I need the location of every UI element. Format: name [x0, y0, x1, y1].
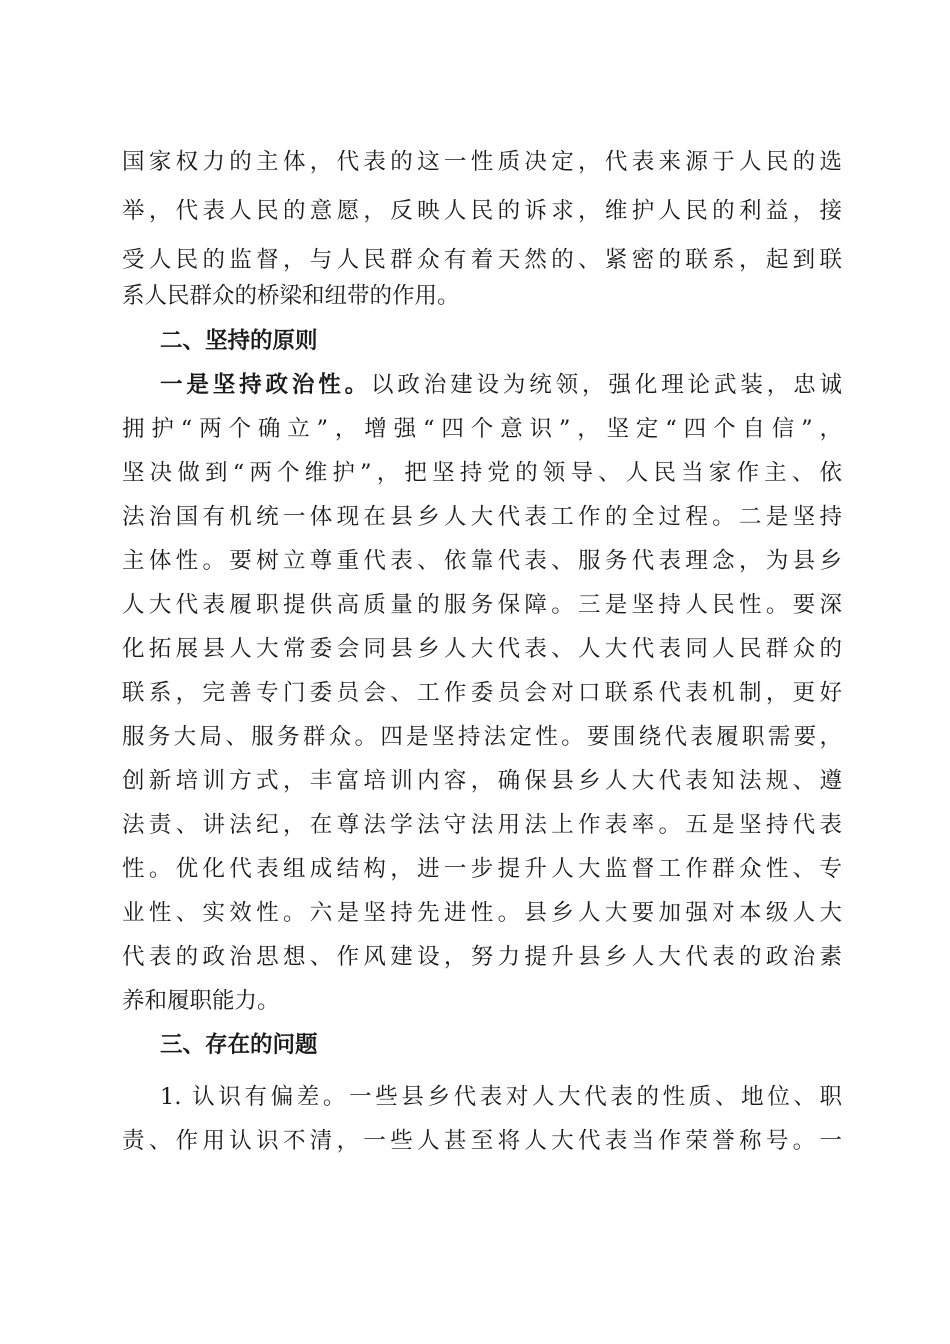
- paragraph-line: 责、作用认识不清，一些人甚至将人大代表当作荣誉称号。一: [122, 1128, 842, 1154]
- paragraph-line: 法责、讲法纪，在尊法学法守法用法上作表率。五是坚持代表: [122, 812, 842, 838]
- paragraph-line: 性。优化代表组成结构，进一步提升人大监督工作群众性、专: [122, 856, 842, 882]
- paragraph-line: 人大代表履职提供高质量的服务保障。三是坚持人民性。要深: [122, 592, 842, 618]
- paragraph-line: 服务大局、服务群众。四是坚持法定性。要围绕代表履职需要，: [122, 724, 842, 750]
- paragraph-line: 代表的政治思想、作风建设，努力提升县乡人大代表的政治素: [122, 944, 842, 970]
- paragraph-line: 化拓展县人大常委会同县乡人大代表、人大代表同人民群众的: [122, 636, 842, 662]
- paragraph-line: 法治国有机统一体现在县乡人大代表工作的全过程。二是坚持: [122, 504, 842, 530]
- paragraph-first-line: 1. 认识有偏差。一些县乡代表对人大代表的性质、地位、职: [160, 1084, 842, 1110]
- section-heading: 二、坚持的原则: [160, 328, 318, 354]
- section-heading: 三、存在的问题: [160, 1032, 318, 1058]
- paragraph-line-text: 以政治建设为统领，强化理论武装，忠诚: [371, 372, 842, 398]
- paragraph-line: 主体性。要树立尊重代表、依靠代表、服务代表理念，为县乡: [122, 548, 842, 574]
- paragraph-line: 拥护“两个确立”，增强“四个意识”，坚定“四个自信”，: [122, 416, 842, 442]
- paragraph-line: 国家权力的主体，代表的这一性质决定，代表来源于人民的选: [122, 149, 842, 175]
- paragraph-line: 系人民群众的桥梁和纽带的作用。: [122, 283, 460, 309]
- paragraph-line: 养和履职能力。: [122, 988, 280, 1014]
- paragraph-line: 受人民的监督，与人民群众有着天然的、紧密的联系，起到联: [122, 247, 842, 273]
- paragraph-line: 业性、实效性。六是坚持先进性。县乡人大要加强对本级人大: [122, 900, 842, 926]
- paragraph-line: 创新培训方式，丰富培训内容，确保县乡人大代表知法规、遵: [122, 768, 842, 794]
- paragraph-first-line: [160, 368, 842, 402]
- paragraph-lead-bold: 一是坚持政治性。: [160, 372, 372, 398]
- paragraph-line: 坚决做到“两个维护”，把坚持党的领导、人民当家作主、依: [122, 460, 842, 486]
- paragraph-line: 举，代表人民的意愿，反映人民的诉求，维护人民的利益，接: [122, 198, 842, 224]
- paragraph-line: 联系，完善专门委员会、工作委员会对口联系代表机制，更好: [122, 680, 842, 706]
